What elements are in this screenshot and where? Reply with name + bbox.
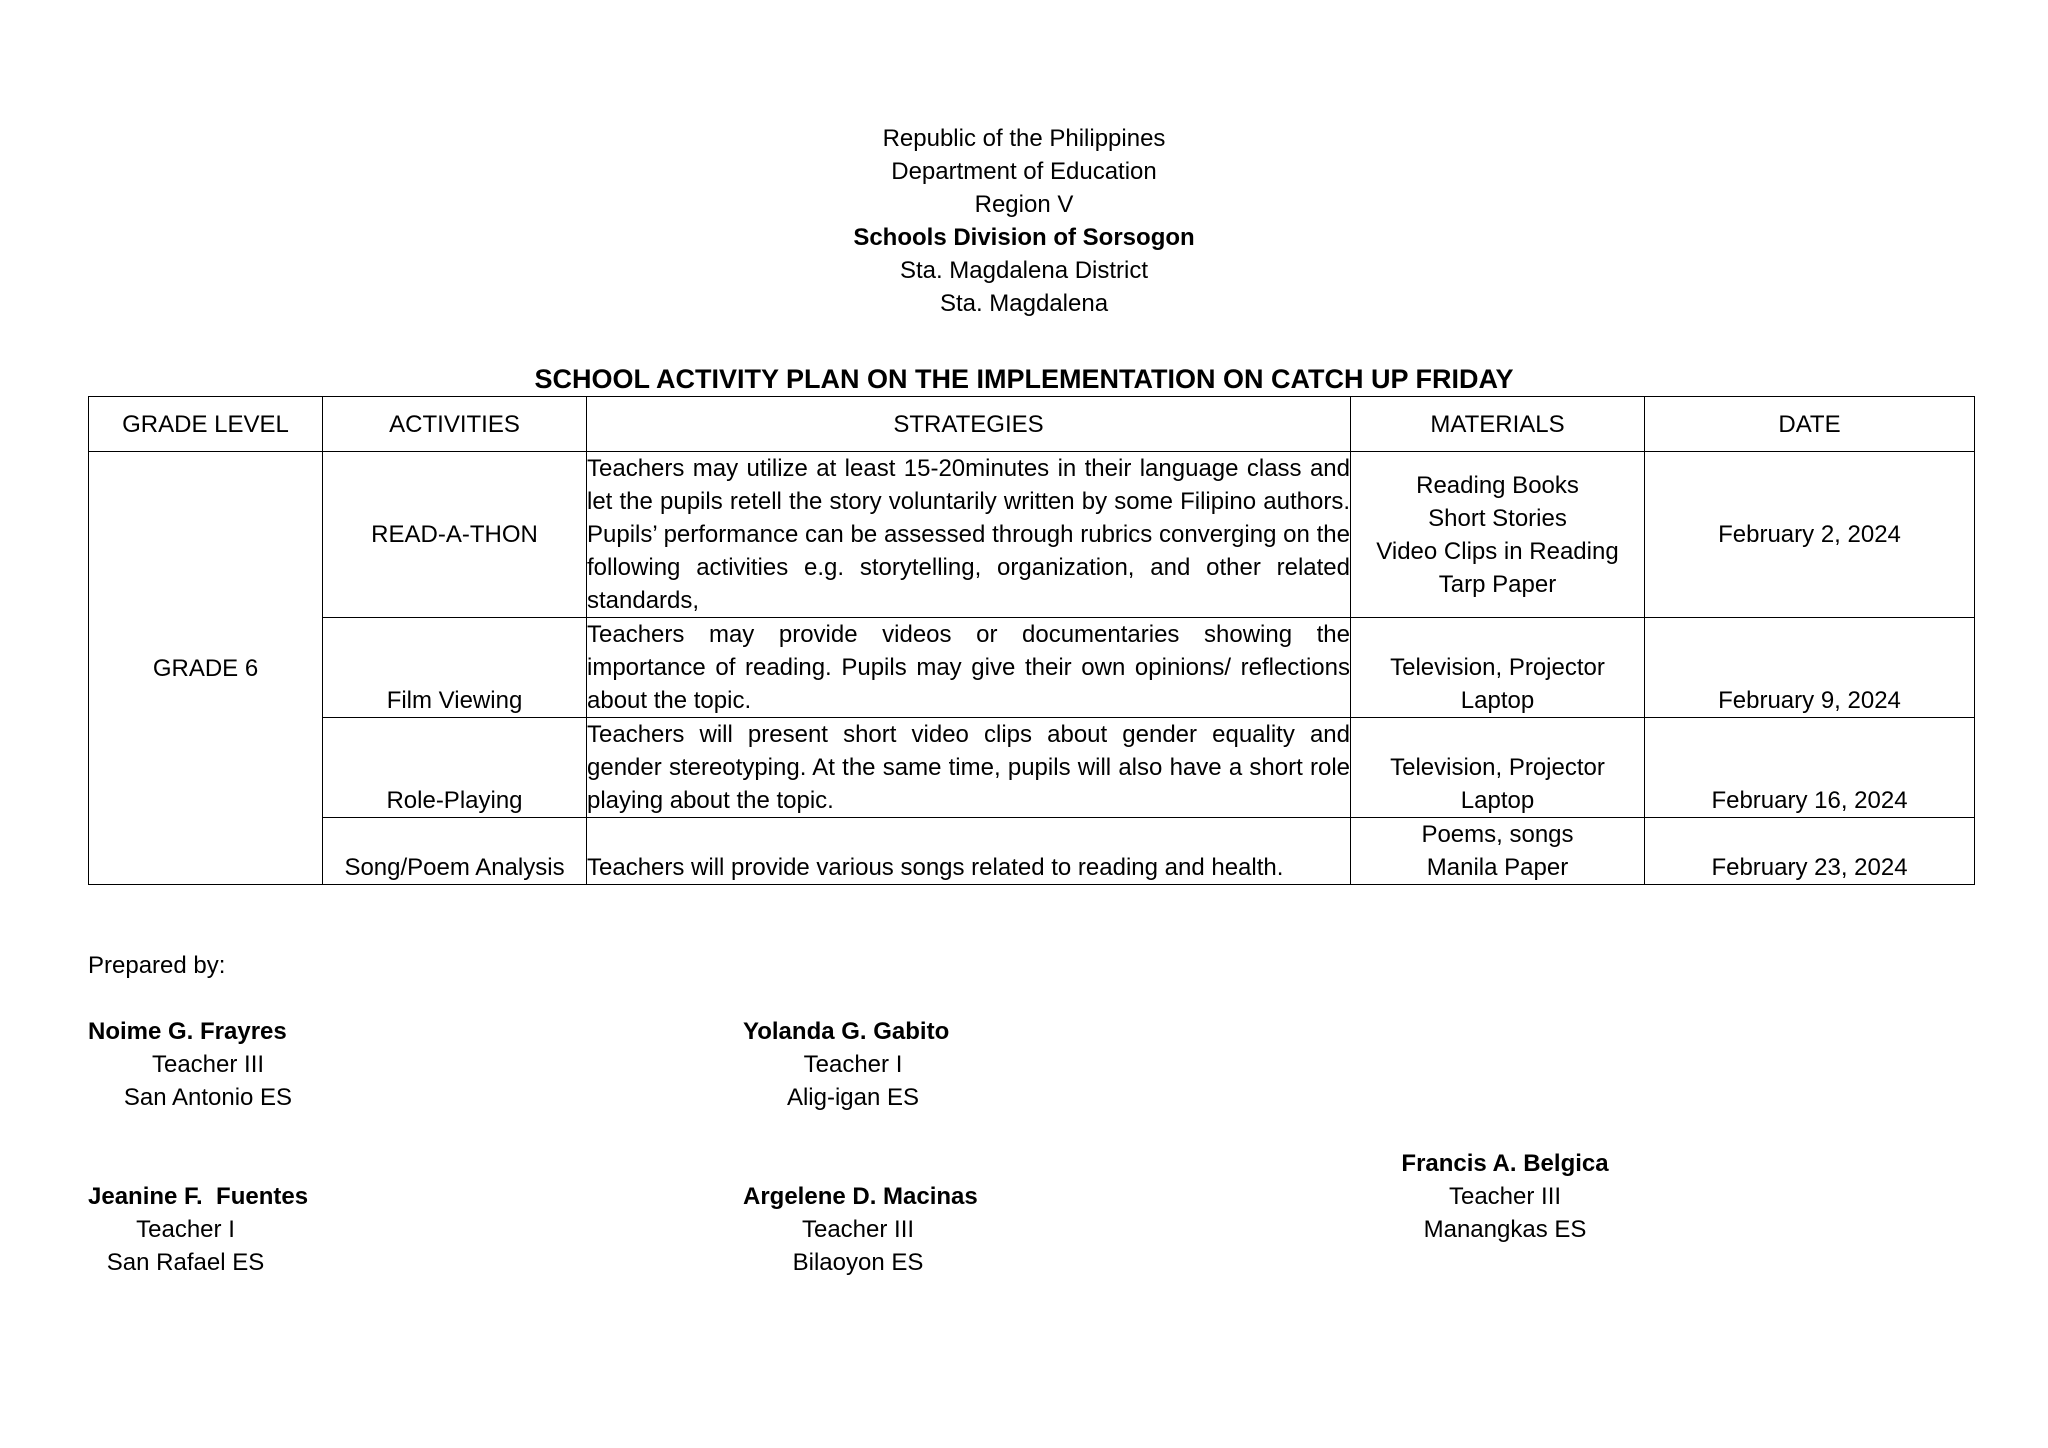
table-row — [89, 718, 1975, 818]
signatory-role: Teacher III — [1448, 1183, 1562, 1210]
signatory-role: Teacher I — [136, 1216, 235, 1243]
signatory-role: Teacher I — [803, 1051, 903, 1078]
material-item: Poems, songs — [1421, 821, 1574, 848]
material-item: Laptop — [1460, 787, 1535, 814]
signatory-name: Noime G. Frayres — [88, 1018, 287, 1045]
signatory-name: Argelene D. Macinas — [743, 1183, 978, 1210]
strategy-cell: Teachers may utilize at least 15-20minutes in their language class and let the pupils retell the story voluntarily written by some Filipino authors. Pupils’ performance can be assessed through rubrics converging on the following activities e.g. storytelling, organization, and other related standards, — [587, 452, 1351, 618]
grade-cell: GRADE 6 — [89, 452, 323, 885]
header-grade-level: GRADE LEVEL — [89, 397, 323, 452]
activity-cell: Role-Playing — [323, 718, 587, 818]
signatory-role: Teacher III — [801, 1216, 915, 1243]
material-item: Television, Projector — [1390, 654, 1605, 681]
material-item: Reading Books — [1416, 471, 1579, 499]
signatory-block — [743, 1015, 963, 1114]
signatory-school: San Rafael ES — [106, 1249, 265, 1276]
header-date: DATE — [1645, 397, 1975, 452]
activity-cell: Song/Poem Analysis — [323, 818, 587, 885]
materials-cell — [1351, 818, 1645, 885]
table-row — [89, 618, 1975, 718]
material-item: Video Clips in Reading — [1376, 537, 1619, 565]
header-department: Department of Education — [891, 158, 1157, 185]
signatory-name: Francis A. Belgica — [1401, 1150, 1609, 1177]
table-row — [89, 818, 1975, 885]
material-item: Tarp Paper — [1438, 570, 1557, 598]
strategy-cell: Teachers will present short video clips about gender equality and gender stereotyping. At the same time, pupils will also have a short role playing about the topic. — [587, 718, 1351, 818]
header-district: Sta. Magdalena District — [899, 257, 1149, 284]
signatory-school: Bilaoyon ES — [792, 1249, 924, 1276]
date-cell: February 23, 2024 — [1645, 818, 1975, 885]
header-region: Region V — [974, 191, 1074, 218]
material-item: Television, Projector — [1390, 754, 1605, 781]
prepared-by-label: Prepared by: — [88, 952, 226, 979]
materials-cell — [1351, 718, 1645, 818]
signatory-school: San Antonio ES — [123, 1084, 293, 1111]
signatory-block — [743, 1180, 978, 1279]
document-header — [0, 122, 2048, 320]
header-materials: MATERIALS — [1351, 397, 1645, 452]
signatory-school: Alig-igan ES — [786, 1084, 920, 1111]
material-item: Short Stories — [1428, 504, 1567, 532]
materials-cell — [1351, 618, 1645, 718]
activity-plan-table — [88, 396, 1975, 885]
signatory-name: Jeanine F. Fuentes — [88, 1183, 309, 1210]
signatory-role: Teacher III — [151, 1051, 265, 1078]
plan-title: SCHOOL ACTIVITY PLAN ON THE IMPLEMENTATION ON CATCH UP FRIDAY — [534, 364, 1514, 394]
signatory-block — [1400, 1147, 1610, 1246]
header-municipality: Sta. Magdalena — [939, 290, 1109, 317]
signatory-school: Manangkas ES — [1423, 1216, 1587, 1243]
strategy-cell: Teachers may provide videos or documentaries showing the importance of reading. Pupils may give their own opinions/ reflections about the topic. — [587, 618, 1351, 718]
strategy-cell: Teachers will provide various songs related to reading and health. — [587, 818, 1351, 885]
date-cell: February 2, 2024 — [1645, 452, 1975, 618]
table-header-row — [89, 397, 1975, 452]
signatory-name: Yolanda G. Gabito — [743, 1018, 950, 1045]
header-strategies: STRATEGIES — [587, 397, 1351, 452]
date-cell: February 9, 2024 — [1645, 618, 1975, 718]
activity-cell: READ-A-THON — [323, 452, 587, 618]
header-activities: ACTIVITIES — [323, 397, 587, 452]
header-republic: Republic of the Philippines — [882, 125, 1166, 152]
signatory-block — [88, 1015, 328, 1114]
materials-cell — [1351, 452, 1645, 618]
table-row — [89, 452, 1975, 618]
material-item: Manila Paper — [1426, 854, 1569, 881]
signatory-block — [88, 1180, 309, 1279]
date-cell: February 16, 2024 — [1645, 718, 1975, 818]
header-division: Schools Division of Sorsogon — [853, 224, 1195, 251]
activity-cell: Film Viewing — [323, 618, 587, 718]
material-item: Laptop — [1460, 687, 1535, 714]
